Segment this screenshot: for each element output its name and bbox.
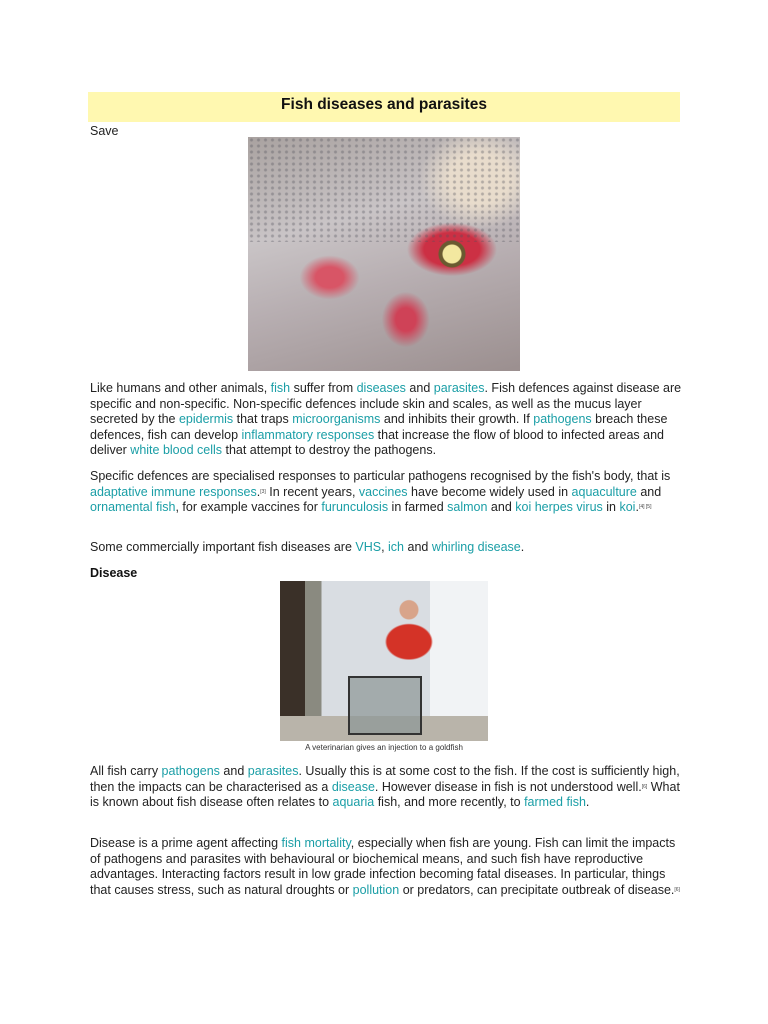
text: in (602, 500, 620, 515)
text: . (256, 484, 261, 499)
title-bar (88, 92, 680, 122)
link-white-blood-cells[interactable]: white blood cells (130, 443, 223, 458)
text: . (635, 500, 639, 515)
text: and inhibits their growth. If (380, 412, 534, 427)
text: and (636, 484, 662, 499)
text: and (404, 540, 432, 554)
text: suffer from (290, 381, 357, 395)
text: . However disease in fish is not understood well. (374, 779, 642, 794)
text: . Fish defences against disease are specific and non-specific. Non-specific defences include skin and scales, as well as the mucus layer secreted by the (90, 381, 682, 427)
link-diseases[interactable]: diseases (356, 381, 406, 395)
reference[interactable]: [3] (260, 488, 266, 495)
link-pathogens[interactable]: pathogens (533, 412, 592, 427)
link-microorganisms[interactable]: microorganisms (292, 412, 381, 427)
text: . Usually this is at some cost to the fish. If the cost is sufficiently high, then the impacts can be characterised as a (90, 764, 680, 794)
paragraph-important-diseases (90, 540, 682, 556)
fish-scales-texture (248, 137, 520, 242)
text: Like humans and other animals, (90, 381, 271, 395)
section-heading-disease: Disease (90, 566, 138, 580)
paragraph-prime-agent (90, 836, 682, 898)
text: Specific defences are specialised responses to particular pathogens recognised by the fish's body, that is (90, 469, 671, 483)
text: that attempt to destroy the pathogens. (222, 443, 437, 458)
reference[interactable]: [4] [5] (638, 504, 652, 511)
link-furunculosis[interactable]: furunculosis (321, 500, 389, 515)
link-parasites[interactable]: parasites (433, 381, 485, 395)
aquarium-tank-shape (348, 676, 422, 735)
paragraph-defences (90, 381, 682, 459)
link-ornamental-fish[interactable]: ornamental fish (90, 500, 176, 515)
link-adaptive-immune[interactable]: adaptative immune responses (90, 484, 257, 499)
text: . (585, 795, 590, 810)
text: In recent years, (265, 484, 359, 499)
link-vhs[interactable]: VHS (355, 540, 382, 554)
reference[interactable]: [6] (674, 886, 680, 893)
link-disease[interactable]: disease (331, 779, 375, 794)
link-vaccines[interactable]: vaccines (358, 484, 408, 499)
diseased-fish-image (248, 137, 520, 371)
link-salmon[interactable]: salmon (447, 500, 488, 515)
text: What is known about fish disease often relates to (90, 779, 680, 810)
article (90, 92, 682, 897)
text: or predators, can precipitate outbreak of disease. (399, 882, 675, 897)
text: All fish carry (90, 764, 162, 778)
link-ich[interactable]: ich (388, 540, 405, 554)
link-fish[interactable]: fish (270, 381, 291, 395)
text: , (381, 540, 389, 554)
paragraph-all-fish (90, 764, 682, 811)
veterinarian-image (280, 581, 488, 741)
text: and (405, 381, 434, 395)
text: fish, and more recently, to (374, 795, 525, 810)
text: in farmed (388, 500, 448, 515)
text: have become widely used in (407, 484, 572, 499)
paragraph-specific-defences (90, 469, 682, 516)
link-koi-herpes-virus[interactable]: koi herpes virus (515, 500, 603, 515)
link-inflammatory-responses[interactable]: inflammatory responses (241, 427, 375, 442)
link-farmed-fish[interactable]: farmed fish (524, 795, 586, 810)
image-caption: A veterinarian gives an injection to a goldfish (305, 743, 463, 752)
text: that traps (233, 412, 293, 427)
link-fish-mortality[interactable]: fish mortality (281, 836, 351, 850)
link-parasites[interactable]: parasites (247, 764, 299, 778)
text: , for example vaccines for (175, 500, 322, 515)
link-aquaculture[interactable]: aquaculture (571, 484, 637, 499)
page-title: Fish diseases and parasites (281, 96, 487, 113)
link-epidermis[interactable]: epidermis (178, 412, 234, 427)
text: Disease is a prime agent affecting (90, 836, 282, 850)
text: and (487, 500, 516, 515)
text: breach these defences, fish can develop (90, 412, 668, 442)
reference[interactable]: [6] (641, 783, 648, 790)
link-whirling-disease[interactable]: whirling disease (431, 540, 521, 554)
text: Some commercially important fish diseases are (90, 540, 356, 554)
link-koi[interactable]: koi (619, 500, 636, 515)
link-aquaria[interactable]: aquaria (332, 795, 375, 810)
save-button[interactable]: Save (90, 124, 119, 138)
text: that increase the flow of blood to infected areas and deliver (90, 427, 664, 458)
text: , especially when fish are young. Fish can limit the impacts of pathogens and parasites with behavioural or biochemical means, and such fish have reproductive advantages. Interacting factors result in low grade infection becoming fatal diseases. In particular, things that causes stress, such as natural droughts or (90, 836, 676, 897)
link-pathogens[interactable]: pathogens (161, 764, 220, 778)
text: . (520, 540, 525, 554)
link-pollution[interactable]: pollution (352, 882, 400, 897)
text: and (219, 764, 248, 778)
